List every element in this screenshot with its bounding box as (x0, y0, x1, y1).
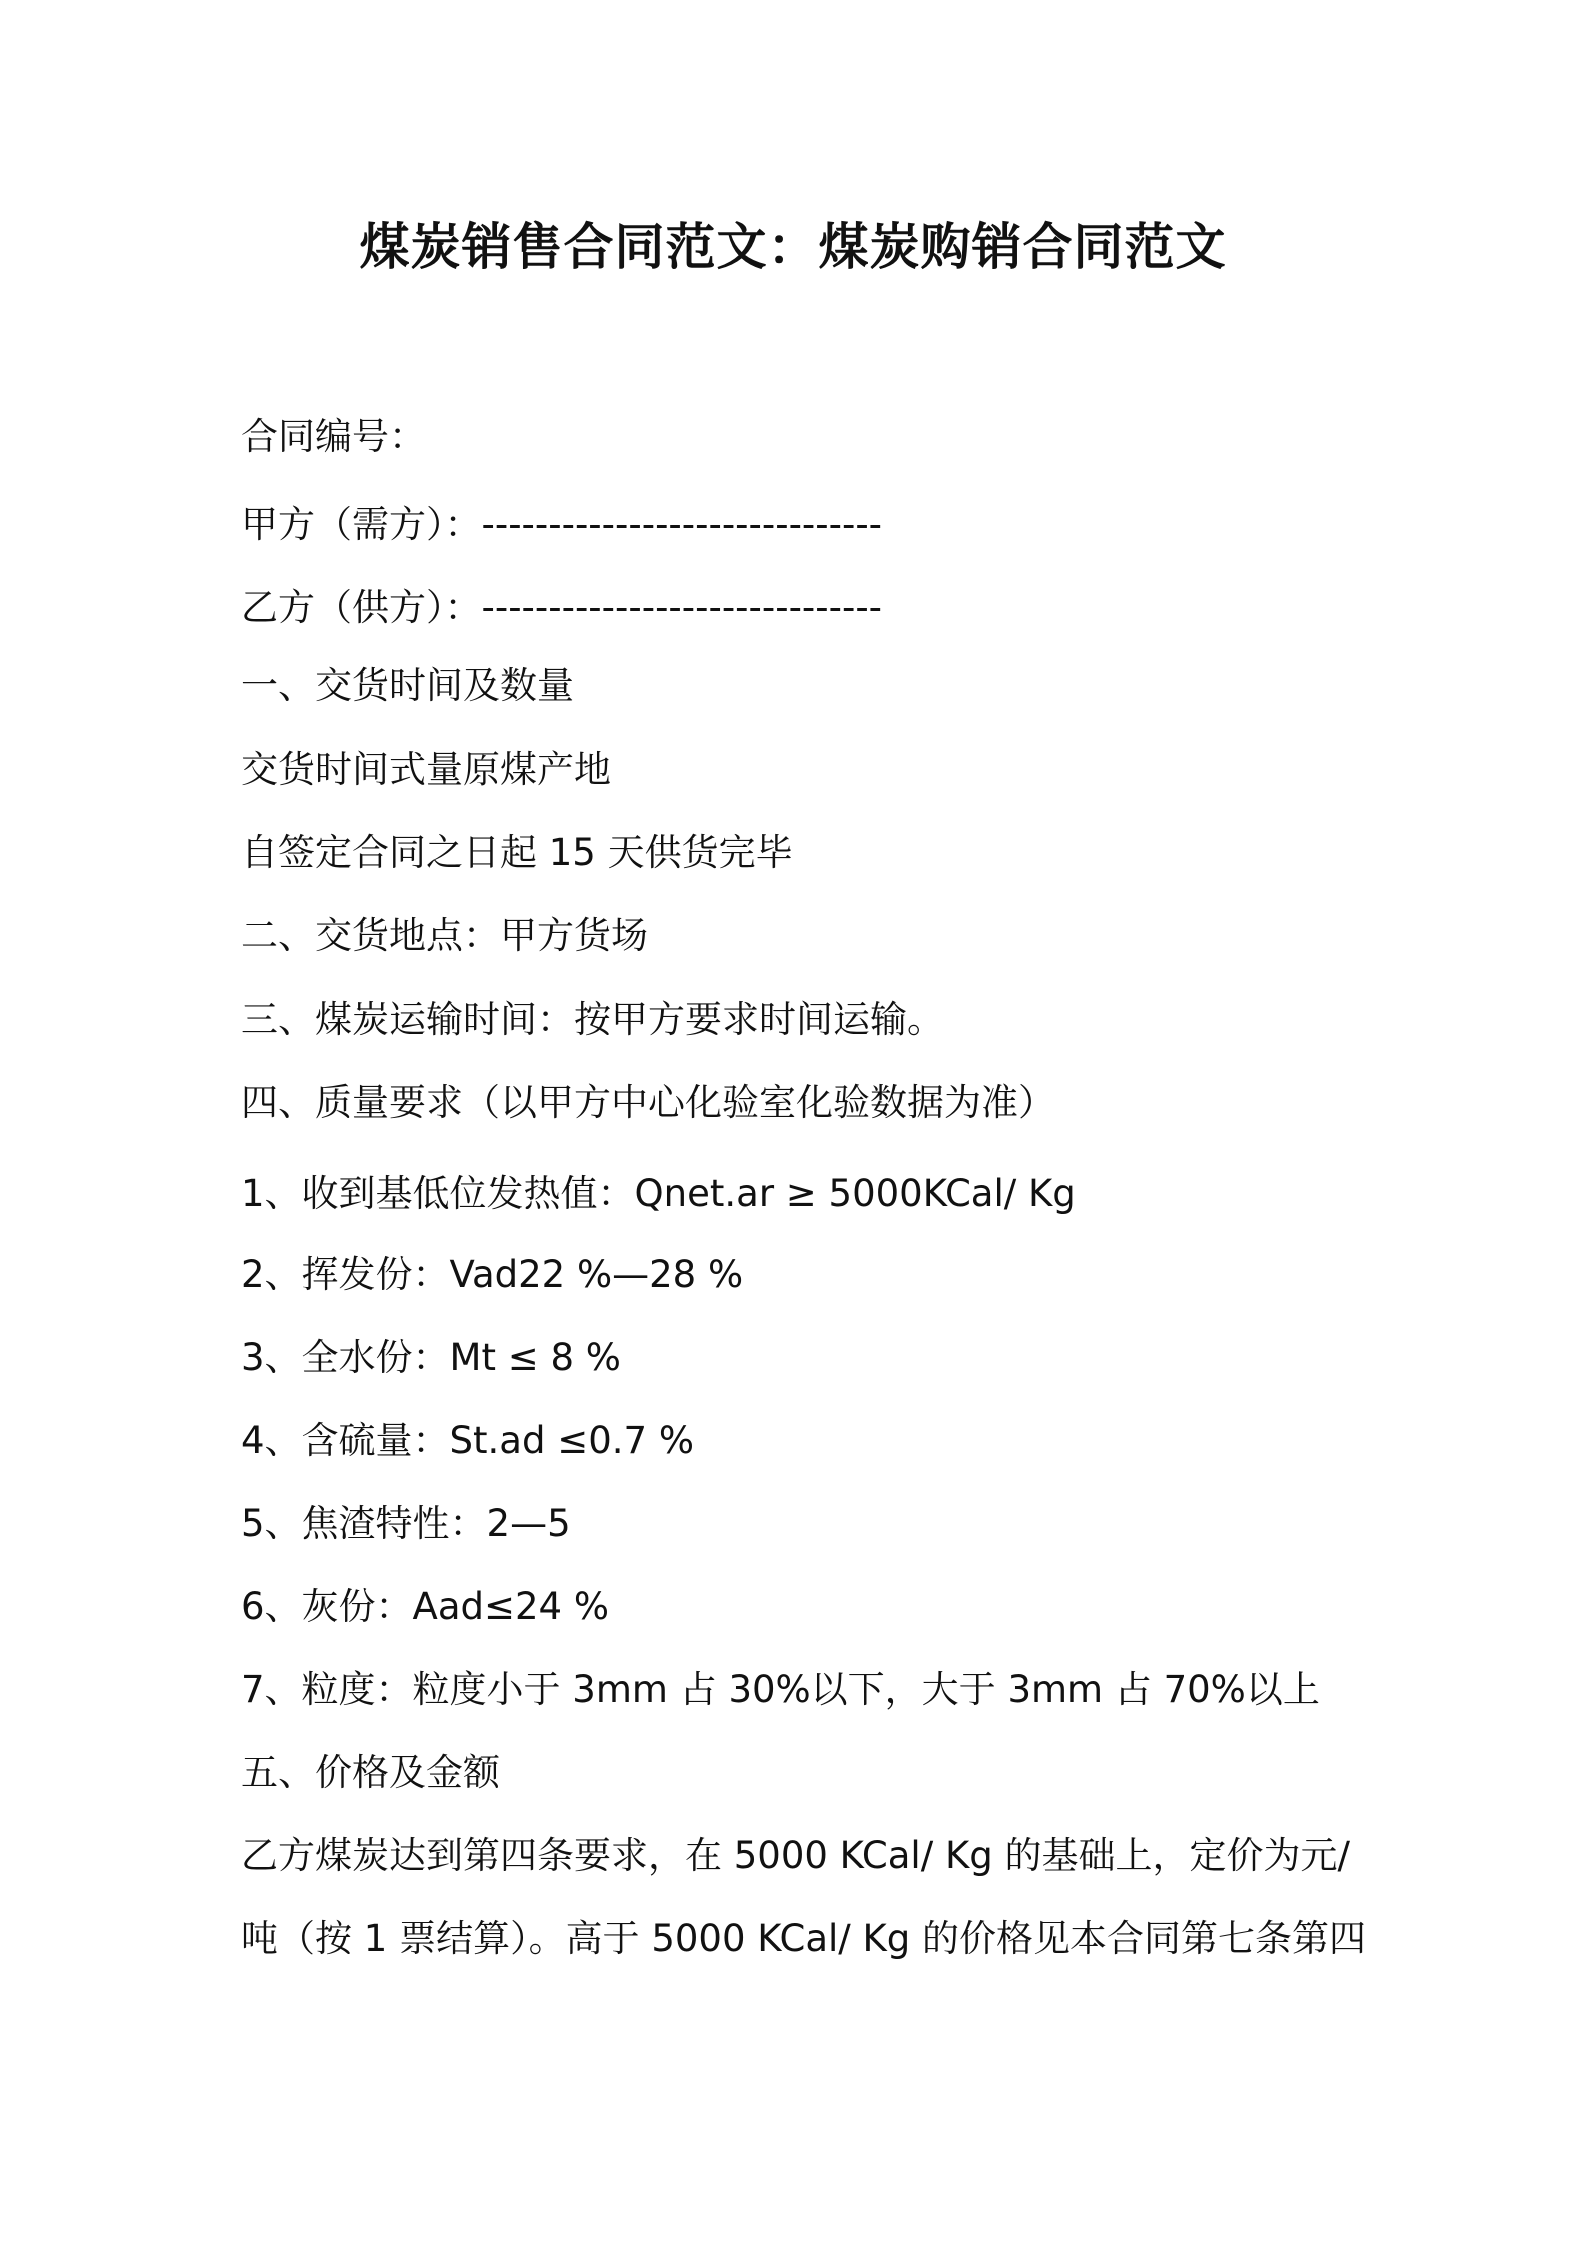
section-heading-1: 一、交货时间及数量 (241, 664, 574, 707)
section-heading-3: 三、煤炭运输时间：按甲方要求时间运输。 (241, 998, 944, 1041)
document-title: 煤炭销售合同范文：煤炭购销合同范文 (359, 218, 1227, 276)
party-a-line: 甲方（需方）：------------------------------ (241, 503, 883, 546)
section-heading-5: 五、价格及金额 (241, 1751, 500, 1794)
paragraph-line: 交货时间式量原煤产地 (241, 748, 611, 791)
quality-item-7: 7、粒度：粒度小于 3mm 占 30%以下，大于 3mm 占 70%以上 (241, 1668, 1320, 1711)
quality-item-6: 6、灰份：Aad≤24 % (241, 1585, 610, 1628)
quality-item-3: 3、全水份：Mt ≤ 8 % (241, 1336, 621, 1379)
party-b-line: 乙方（供方）：------------------------------ (241, 586, 883, 629)
paragraph-line: 吨（按 1 票结算）。高于 5000 KCal/ Kg 的价格见本合同第七条第四 (241, 1917, 1367, 1960)
contract-number-line: 合同编号： (241, 415, 426, 458)
quality-item-4: 4、含硫量：St.ad ≤0.7 % (241, 1419, 694, 1462)
paragraph-line: 乙方煤炭达到第四条要求，在 5000 KCal/ Kg 的基础上，定价为元/ (241, 1834, 1350, 1877)
quality-item-2: 2、挥发份：Vad22 %—28 % (241, 1253, 744, 1296)
quality-item-5: 5、焦渣特性：2—5 (241, 1502, 571, 1545)
quality-item-1: 1、收到基低位发热值：Qnet.ar ≥ 5000KCal/ Kg (241, 1172, 1076, 1215)
section-heading-2: 二、交货地点：甲方货场 (241, 914, 648, 957)
paragraph-line: 自签定合同之日起 15 天供货完毕 (241, 831, 793, 874)
section-heading-4: 四、质量要求（以甲方中心化验室化验数据为准） (241, 1081, 1055, 1124)
